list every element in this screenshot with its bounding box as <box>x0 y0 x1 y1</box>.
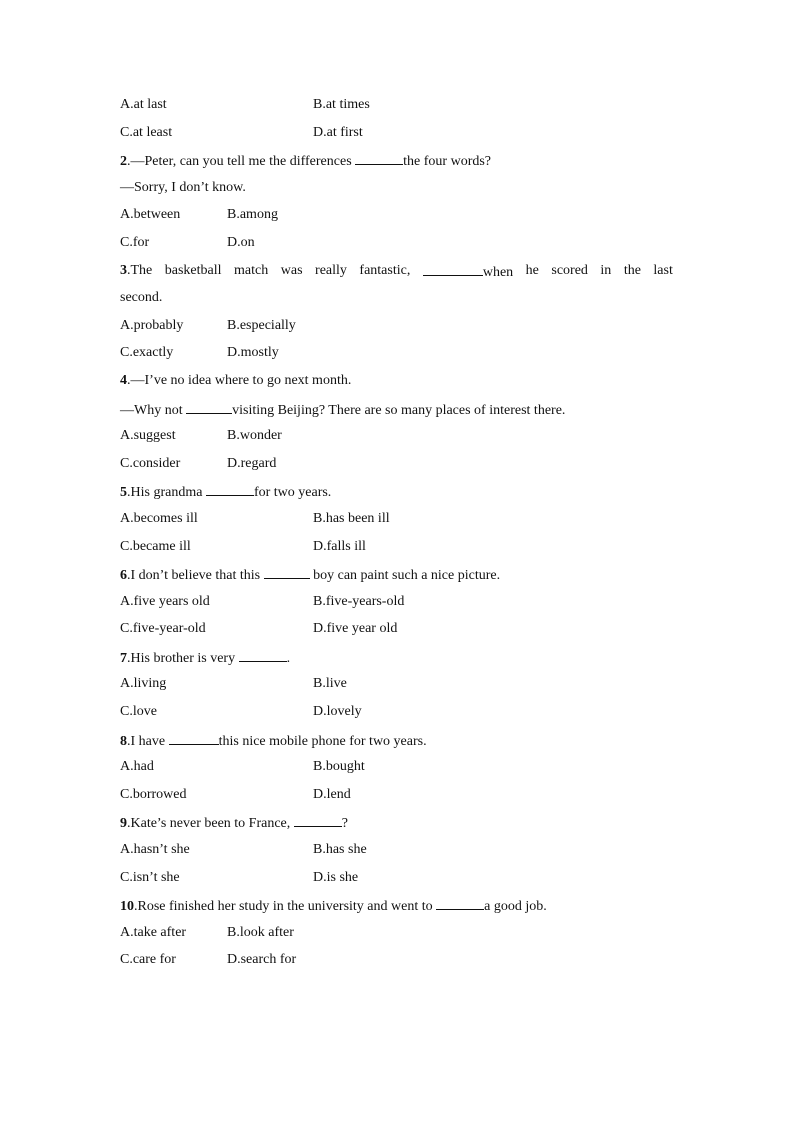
q2-reply <box>120 177 680 205</box>
q8-stem-b: this nice mobile phone for two years. <box>218 733 427 749</box>
q4-stem-text: .—I’ve no idea where to go next month. <box>127 372 352 388</box>
q2-reply-text: —Sorry, I don’t know. <box>120 179 246 195</box>
q1-options-row1 <box>120 94 680 122</box>
q3-word: match <box>234 262 269 278</box>
q2-number: 2 <box>120 154 127 170</box>
q9-stem-b: ? <box>341 816 348 832</box>
q9-option-a[interactable]: A.hasn’t she <box>120 842 190 858</box>
q3-option-a[interactable]: A.probably <box>120 317 184 333</box>
q7-stem <box>120 646 680 674</box>
q4-options-row2 <box>120 453 680 481</box>
q8-options-row1 <box>120 756 680 784</box>
q4-option-b[interactable]: B.wonder <box>227 428 282 444</box>
q8-option-b[interactable]: B.bought <box>313 759 365 775</box>
q3-word: fantastic, <box>359 262 411 278</box>
q4-option-d[interactable]: D.regard <box>227 455 277 471</box>
q7-options-row2 <box>120 701 680 729</box>
q3-word: he <box>525 262 539 278</box>
q10-option-d[interactable]: D.search for <box>227 952 297 968</box>
q5-option-d[interactable]: D.falls ill <box>313 538 366 554</box>
q9-number: 9 <box>120 816 127 832</box>
q5-options-row2 <box>120 536 680 564</box>
q5-number: 5 <box>120 485 127 501</box>
q5-blank[interactable] <box>206 480 254 496</box>
q5-options-row1 <box>120 508 680 536</box>
q8-option-d[interactable]: D.lend <box>313 786 351 802</box>
q3-options-row2 <box>120 342 680 370</box>
q7-blank[interactable] <box>239 646 287 662</box>
q7-option-a[interactable]: A.living <box>120 676 167 692</box>
q2-option-b[interactable]: B.among <box>227 207 278 223</box>
q3-word: really <box>315 262 347 278</box>
q6-stem-a: .I don’t believe that this <box>127 568 264 584</box>
q10-stem-a: .Rose finished her study in the university and went to <box>134 899 437 915</box>
q3-word: when <box>482 264 514 280</box>
q7-stem-a: .His brother is very <box>127 650 239 666</box>
q2-option-c[interactable]: C.for <box>120 234 150 250</box>
q7-option-c[interactable]: C.love <box>120 704 157 720</box>
q9-options-row1 <box>120 839 680 867</box>
q1-options-row2 <box>120 122 680 150</box>
q5-option-b[interactable]: B.has been ill <box>313 510 390 526</box>
q1-option-b[interactable]: B.at times <box>313 97 370 112</box>
q2-options-row1 <box>120 204 680 232</box>
q2-blank[interactable] <box>355 149 403 165</box>
q4-stem <box>120 370 680 398</box>
q3-stem-cont <box>120 287 680 315</box>
q10-stem <box>120 894 680 922</box>
q10-number: 10 <box>120 899 134 915</box>
q2-stem-b: the four words? <box>403 154 492 170</box>
q8-stem <box>120 729 680 757</box>
q8-options-row2 <box>120 784 680 812</box>
q1-option-c[interactable]: C.at least <box>120 124 173 140</box>
q6-stem <box>120 563 680 591</box>
q8-option-c[interactable]: C.borrowed <box>120 786 187 802</box>
q9-options-row2 <box>120 867 680 895</box>
q9-stem <box>120 811 680 839</box>
q8-option-a[interactable]: A.had <box>120 759 154 775</box>
q5-stem-b: for two years. <box>253 485 332 501</box>
q1-option-a[interactable]: A.at last <box>120 97 167 112</box>
q8-blank[interactable] <box>169 729 219 745</box>
q6-options-row2 <box>120 618 680 646</box>
q8-stem-a: .I have <box>127 733 169 749</box>
q10-stem-b: a good job. <box>484 899 547 915</box>
q10-option-c[interactable]: C.care for <box>120 952 176 968</box>
q10-options-row2 <box>120 949 680 977</box>
exercise-page <box>120 94 680 977</box>
q6-options-row1 <box>120 591 680 619</box>
q3-options-row1 <box>120 315 680 343</box>
q7-number: 7 <box>120 650 127 666</box>
q6-stem-b: boy can paint such a nice picture. <box>309 568 501 584</box>
q4-option-a[interactable]: A.suggest <box>120 428 176 444</box>
q6-number: 6 <box>120 568 127 584</box>
q4-reply-b: visiting Beijing? There are so many places of interest there. <box>232 402 566 418</box>
q3-first-word <box>120 260 152 288</box>
q4-blank[interactable] <box>186 398 232 414</box>
q9-option-c[interactable]: C.isn’t she <box>120 869 180 885</box>
q2-option-a[interactable]: A.between <box>120 207 181 223</box>
q6-option-d[interactable]: D.five year old <box>313 621 398 637</box>
q4-options-row1 <box>120 425 680 453</box>
q7-options-row1 <box>120 673 680 701</box>
q10-options-row1 <box>120 922 680 950</box>
q7-stem-b: . <box>286 650 291 666</box>
q9-blank[interactable] <box>294 811 342 827</box>
q3-blank[interactable] <box>423 260 483 276</box>
q9-option-b[interactable]: B.has she <box>313 842 367 858</box>
q10-option-a[interactable]: A.take after <box>120 924 187 940</box>
q4-number: 4 <box>120 372 127 388</box>
q4-option-c[interactable]: C.consider <box>120 455 181 471</box>
q6-option-a[interactable]: A.five years old <box>120 593 210 609</box>
q5-stem-a: .His grandma <box>127 485 206 501</box>
q10-blank[interactable] <box>436 894 484 910</box>
q5-option-a[interactable]: A.becomes ill <box>120 510 198 526</box>
q6-blank[interactable] <box>264 563 310 579</box>
q4-reply-a: —Why not <box>120 402 187 418</box>
q3-stem <box>120 260 673 288</box>
q3-word: in <box>600 262 612 278</box>
q2-stem <box>120 149 680 177</box>
q3-option-b[interactable]: B.especially <box>227 317 296 333</box>
q5-option-c[interactable]: C.became ill <box>120 538 191 554</box>
q7-option-d[interactable]: D.lovely <box>313 704 362 720</box>
q9-option-d[interactable]: D.is she <box>313 869 359 885</box>
q3-option-c[interactable]: C.exactly <box>120 345 174 361</box>
q9-stem-a: .Kate’s never been to France, <box>127 816 294 832</box>
q2-options-row2 <box>120 232 680 260</box>
q3-number: 3 <box>120 262 127 278</box>
q3-stem-cont-text: second. <box>120 290 163 306</box>
q3-word: basketball <box>164 262 222 278</box>
q2-option-d[interactable]: D.on <box>227 234 255 250</box>
q10-option-b[interactable]: B.look after <box>227 924 294 940</box>
q3-word: .The <box>127 262 153 278</box>
q7-option-b[interactable]: B.live <box>313 676 347 692</box>
q6-option-b[interactable]: B.five-years-old <box>313 593 405 609</box>
q8-number: 8 <box>120 733 127 749</box>
q3-word: scored <box>551 262 588 278</box>
q3-option-d[interactable]: D.mostly <box>227 345 279 361</box>
q1-option-d[interactable]: D.at first <box>313 124 363 140</box>
q3-word: was <box>280 262 303 278</box>
q3-word: last <box>653 262 673 278</box>
q2-stem-a: .—Peter, can you tell me the differences <box>127 154 356 170</box>
q4-reply <box>120 398 680 426</box>
q3-blank-when <box>423 260 513 288</box>
q3-word: the <box>623 262 641 278</box>
q5-stem <box>120 480 680 508</box>
q6-option-c[interactable]: C.five-year-old <box>120 621 206 637</box>
